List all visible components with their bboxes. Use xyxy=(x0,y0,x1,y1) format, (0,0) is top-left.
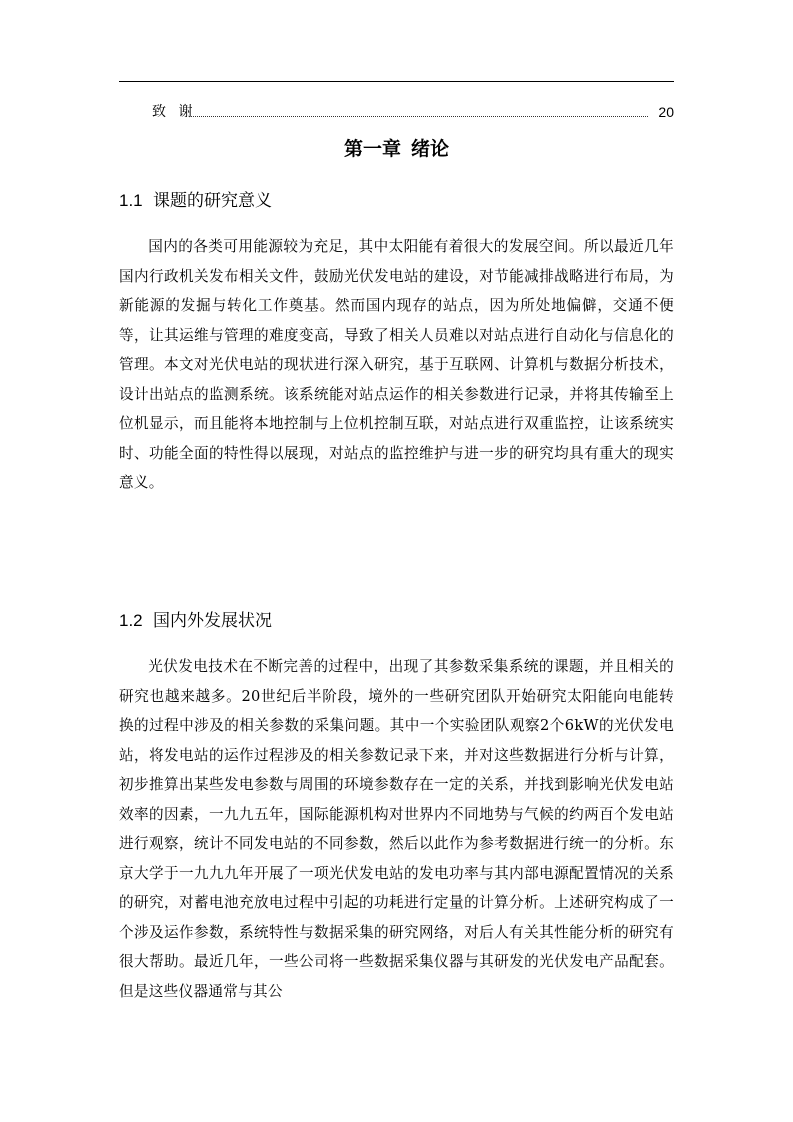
section-title: 课题的研究意义 xyxy=(153,191,272,211)
section-heading xyxy=(119,608,674,634)
chapter-name: 绪论 xyxy=(411,138,450,160)
section-number: 1.1 xyxy=(119,191,143,210)
toc-entry-label: 致 谢 xyxy=(152,104,197,120)
toc-entry-page-number: 20 xyxy=(658,104,674,120)
toc-entry-acknowledgements[interactable] xyxy=(119,101,674,123)
chapter-number: 第一章 xyxy=(343,138,401,160)
toc-dot-leader xyxy=(189,116,648,117)
section-heading xyxy=(119,188,674,214)
section-title: 国内外发展状况 xyxy=(153,611,272,631)
header-rule xyxy=(119,81,674,82)
body-paragraph: 光伏发电技术在不断完善的过程中，出现了其参数采集系统的课题，并且相关的研究也越来越多。20世纪后半阶段，境外的一些研究团队开始研究太阳能向电能转换的过程中涉及的相关参数的采集问题。其中一个实验团队观察2个6kW的光伏发电站，将发电站的运作过程涉及的相关参数记录下来，并对这些数据进行分析与计算，初步推算出某些发电参数与周围的环境参数存在一定的关系，并找到影响光伏发电站效率的因素，一九九五年，国际能源机构对世界内不同地势与气候的约两百个发电站进行观察，统计不同发电站的不同参数，然后以此作为参考数据进行统一的分析。东京大学于一九九九年开展了一项光伏发电站的发电功率与其内部电源配置情况的关系的研究，对蓄电池充放电过程中引起的功耗进行定量的计算分析。上述研究构成了一个涉及运作参数，系统特性与数据采集的研究网络，对后人有关其性能分析的研究有很大帮助。最近几年，一些公司将一些数据采集仪器与其研发的光伏发电产品配套。但是这些仪器通常与其公 xyxy=(119,658,674,1000)
body-paragraph: 国内的各类可用能源较为充足，其中太阳能有着很大的发展空间。所以最近几年国内行政机关发布相关文件，鼓励光伏发电站的建设，对节能减排战略进行布局，为新能源的发掘与转化工作奠基。然而国内现存的站点，因为所处地偏僻，交通不便等，让其运维与管理的难度变高，导致了相关人员难以对站点进行自动化与信息化的管理。本文对光伏电站的现状进行深入研究，基于互联网、计算机与数据分析技术，设计出站点的监测系统。该系统能对站点运作的相关参数进行记录，并将其传输至上位机显示，而且能将本地控制与上位机控制互联，对站点进行双重监控，让该系统实时、功能全面的特性得以展现，对站点的监控维护与进一步的研究均具有重大的现实意义。 xyxy=(119,238,674,491)
chapter-title xyxy=(119,135,674,163)
section-number: 1.2 xyxy=(119,611,143,630)
